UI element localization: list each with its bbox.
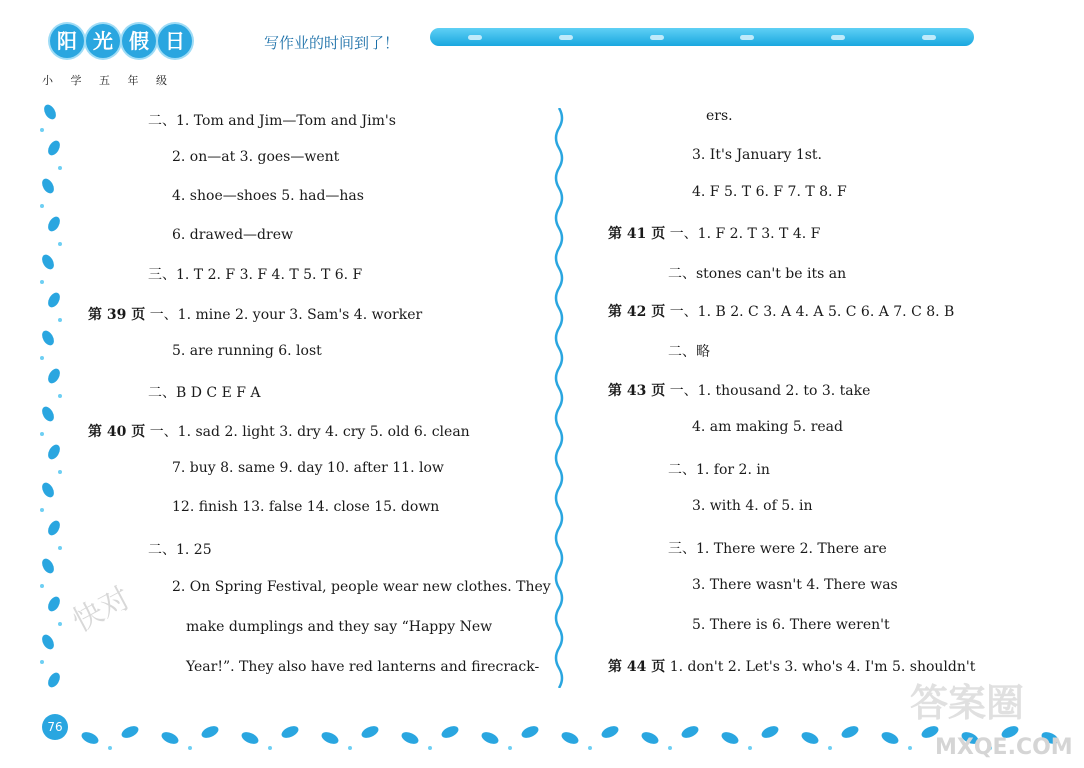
answer-text: 二、略 — [668, 344, 710, 360]
bar-dash-icon — [740, 35, 754, 40]
logo-char: 阳 — [50, 24, 84, 58]
answer-line — [172, 579, 551, 595]
answer-text: ers. — [706, 108, 733, 124]
answer-line — [668, 459, 770, 479]
answer-text: 12. finish 13. false 14. close 15. down — [172, 499, 440, 515]
bar-dash-icon — [559, 35, 573, 40]
answer-line — [692, 147, 822, 163]
answer-text: 2. on—at 3. goes—went — [172, 149, 340, 165]
answer-text: 一、1. thousand 2. to 3. take — [669, 383, 871, 399]
left-leaf-border-icon — [36, 100, 66, 700]
answer-line — [692, 577, 898, 593]
answer-text: 3. with 4. of 5. in — [692, 498, 813, 514]
logo-char: 假 — [122, 24, 156, 58]
answer-line — [172, 343, 322, 359]
page-label: 第 41 页 — [608, 226, 666, 242]
answer-text: 3. It's January 1st. — [692, 147, 823, 163]
answer-text: 一、1. F 2. T 3. T 4. F — [669, 226, 821, 242]
grade-subtitle: 小 学 五 年 级 — [42, 74, 174, 87]
answer-line — [186, 619, 492, 635]
bar-dash-icon — [468, 35, 482, 40]
answer-line — [668, 341, 710, 361]
page-label: 第 43 页 — [608, 383, 666, 399]
answer-text: 2. On Spring Festival, people wear new clothes. They — [172, 579, 551, 595]
answer-line — [608, 301, 954, 321]
column-divider-icon — [553, 108, 565, 688]
answer-line — [172, 149, 339, 165]
answer-text: Year!”. They also have red lanterns and firecrack- — [186, 659, 540, 675]
answer-text: 一、1. sad 2. light 3. dry 4. cry 5. old 6. clean — [149, 424, 470, 440]
answer-text: 4. shoe—shoes 5. had—has — [172, 188, 364, 204]
answer-text: 一、1. B 2. C 3. A 4. A 5. C 6. A 7. C 8. B — [669, 304, 955, 320]
answer-line — [148, 264, 362, 284]
answer-text: 4. F 5. T 6. F 7. T 8. F — [692, 184, 847, 200]
answer-line — [88, 421, 470, 441]
watermark: MXQE.COM — [935, 735, 1073, 760]
header-bar — [430, 28, 974, 46]
answer-line — [668, 263, 846, 283]
page-label: 第 40 页 — [88, 424, 146, 440]
answer-line — [172, 188, 364, 204]
answer-line — [668, 538, 887, 558]
answer-text: 6. drawed—drew — [172, 227, 293, 243]
answer-line — [706, 108, 733, 124]
answer-text: 二、stones can't be its an — [668, 266, 847, 282]
answer-line — [172, 460, 444, 476]
answer-text: 二、B D C E F A — [148, 385, 261, 401]
slogan: 写作业的时间到了！ — [264, 34, 400, 52]
answer-line — [692, 617, 890, 633]
answer-text: 1. don't 2. Let's 3. who's 4. I'm 5. shouldn't — [669, 659, 976, 675]
answer-line — [148, 539, 212, 559]
answer-text: 5. are running 6. lost — [172, 343, 322, 359]
logo-char: 光 — [86, 24, 120, 58]
answer-text: 三、1. There were 2. There are — [668, 541, 887, 557]
answer-text: 三、1. T 2. F 3. F 4. T 5. T 6. F — [148, 267, 363, 283]
answer-line — [608, 380, 870, 400]
answer-line — [172, 499, 439, 515]
page-number: 76 — [42, 714, 68, 740]
answer-text: 5. There is 6. There weren't — [692, 617, 890, 633]
answer-line — [148, 110, 396, 130]
watermark: 快对 — [66, 580, 137, 640]
page-label: 第 44 页 — [608, 659, 666, 675]
page-label: 第 39 页 — [88, 307, 146, 323]
answer-text: 二、1. for 2. in — [668, 462, 770, 478]
answer-line — [186, 659, 539, 675]
bar-dash-icon — [650, 35, 664, 40]
answer-text: 一、1. mine 2. your 3. Sam's 4. worker — [149, 307, 423, 323]
answer-text: 4. am making 5. read — [692, 419, 843, 435]
logo — [50, 24, 192, 58]
watermark: 答案圈 — [910, 681, 1025, 725]
answer-text: make dumplings and they say “Happy New — [186, 619, 493, 635]
logo-char: 日 — [158, 24, 192, 58]
answer-line — [172, 227, 293, 243]
answer-text: 3. There wasn't 4. There was — [692, 577, 898, 593]
answer-line — [692, 498, 813, 514]
page-label: 第 42 页 — [608, 304, 666, 320]
bar-dash-icon — [922, 35, 936, 40]
answer-text: 二、1. 25 — [148, 542, 212, 558]
bar-dash-icon — [831, 35, 845, 40]
answer-line — [692, 184, 847, 200]
answer-line — [88, 304, 422, 324]
answer-line — [692, 419, 843, 435]
answer-text: 二、1. Tom and Jim—Tom and Jim's — [148, 113, 396, 129]
answer-line — [148, 382, 261, 402]
answer-text: 7. buy 8. same 9. day 10. after 11. low — [172, 460, 444, 476]
answer-line — [608, 223, 820, 243]
